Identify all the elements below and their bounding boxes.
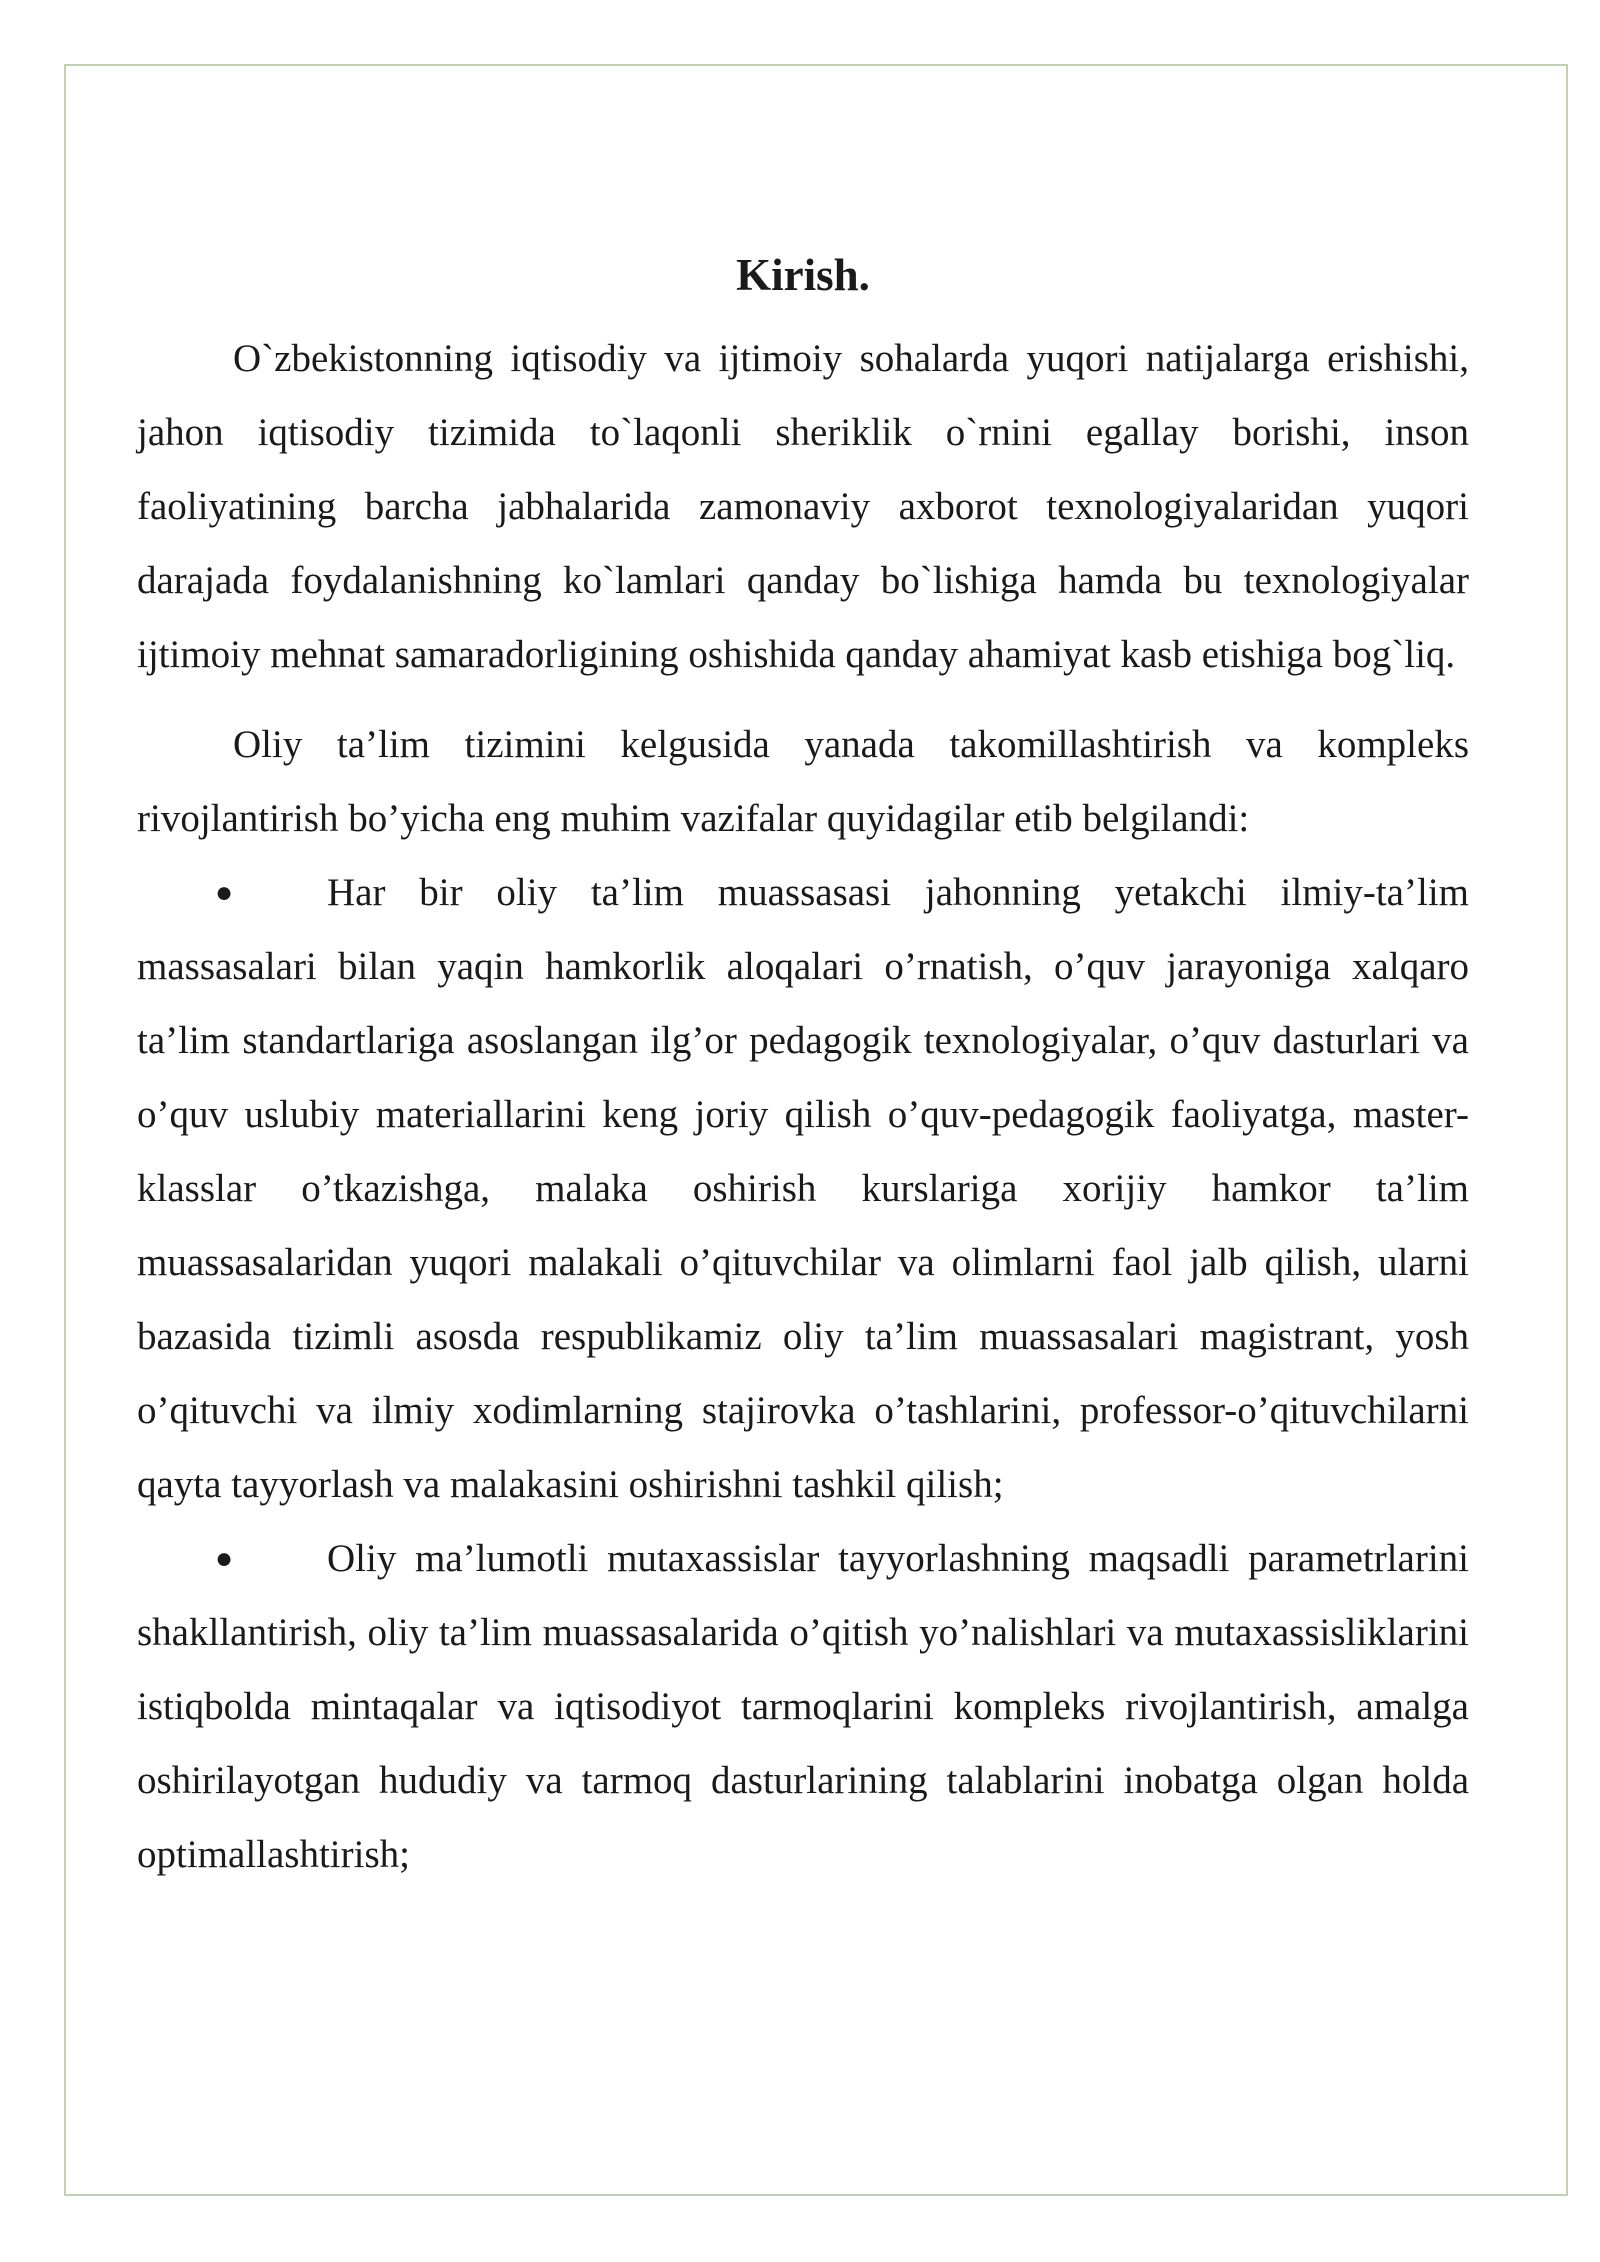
list-item <box>137 856 1469 1522</box>
page-content <box>137 238 1469 1892</box>
page-title: Kirish. <box>736 250 870 300</box>
list-item-text: Har bir oliy ta’lim muassasasi jahonning yetakchi ilmiy-ta’lim massasalari bilan yaqin hamkorlik aloqalari o’rnatish, o’quv jarayoniga xalqaro ta’lim standartlariga asoslangan ilg’or pedagogik texnologiyalar, o’quv dasturlari va o’quv uslubiy materiallarini keng joriy qilish o’quv-pedagogik faoliyatga, master-klasslar o’tkazishga, malaka oshirish kurslariga xorijiy hamkor ta’lim muassasalaridan yuqori malakali o’qituvchilar va olimlarni faol jalb qilish, ularni bazasida tizimli asosda respublikamiz oliy ta’lim muassasalari magistrant, yosh o’qituvchi va ilmiy xodimlarning stajirovka o’tashlarini, professor-o’qituvchilarni qayta tayyorlash va malakasini oshirishni tashkil qilish; <box>137 871 1469 1506</box>
bullet-icon: ● <box>215 876 234 909</box>
paragraph-intro: O`zbekistonning iqtisodiy va ijtimoiy sohalarda yuqori natijalarga erishishi, jahon iqtisodiy tizimida to`laqonli sheriklik o`rnini egallay borishi, inson faoliyatining barcha jabhalarida zamonaviy axborot texnologiyalaridan yuqori darajada foydalanishning ko`lamlari qanday bo`lishiga hamda bu texnologiyalar ijtimoiy mehnat samaradorligining oshishida qanday ahamiyat kasb etishiga bog`liq. <box>137 337 1469 676</box>
bullet-icon: ● <box>215 1542 234 1575</box>
list-item-text: Oliy ma’lumotli mutaxassislar tayyorlashning maqsadli parametrlarini shakllantirish, oliy ta’lim muassasalarida o’qitish yo’nalishlari va mutaxassisliklarini istiqbolda mintaqalar va iqtisodiyot tarmoqlarini kompleks rivojlantirish, amalga oshirilayotgan hududiy va tarmoq dasturlarining talablarini inobatga olgan holda optimallashtirish; <box>137 1537 1469 1876</box>
list-item <box>137 1522 1469 1892</box>
paragraph-tasks: Oliy ta’lim tizimini kelgusida yanada takomillashtirish va kompleks rivojlantirish bo’yicha eng muhim vazifalar quyidagilar etib belgilandi: <box>137 723 1469 840</box>
